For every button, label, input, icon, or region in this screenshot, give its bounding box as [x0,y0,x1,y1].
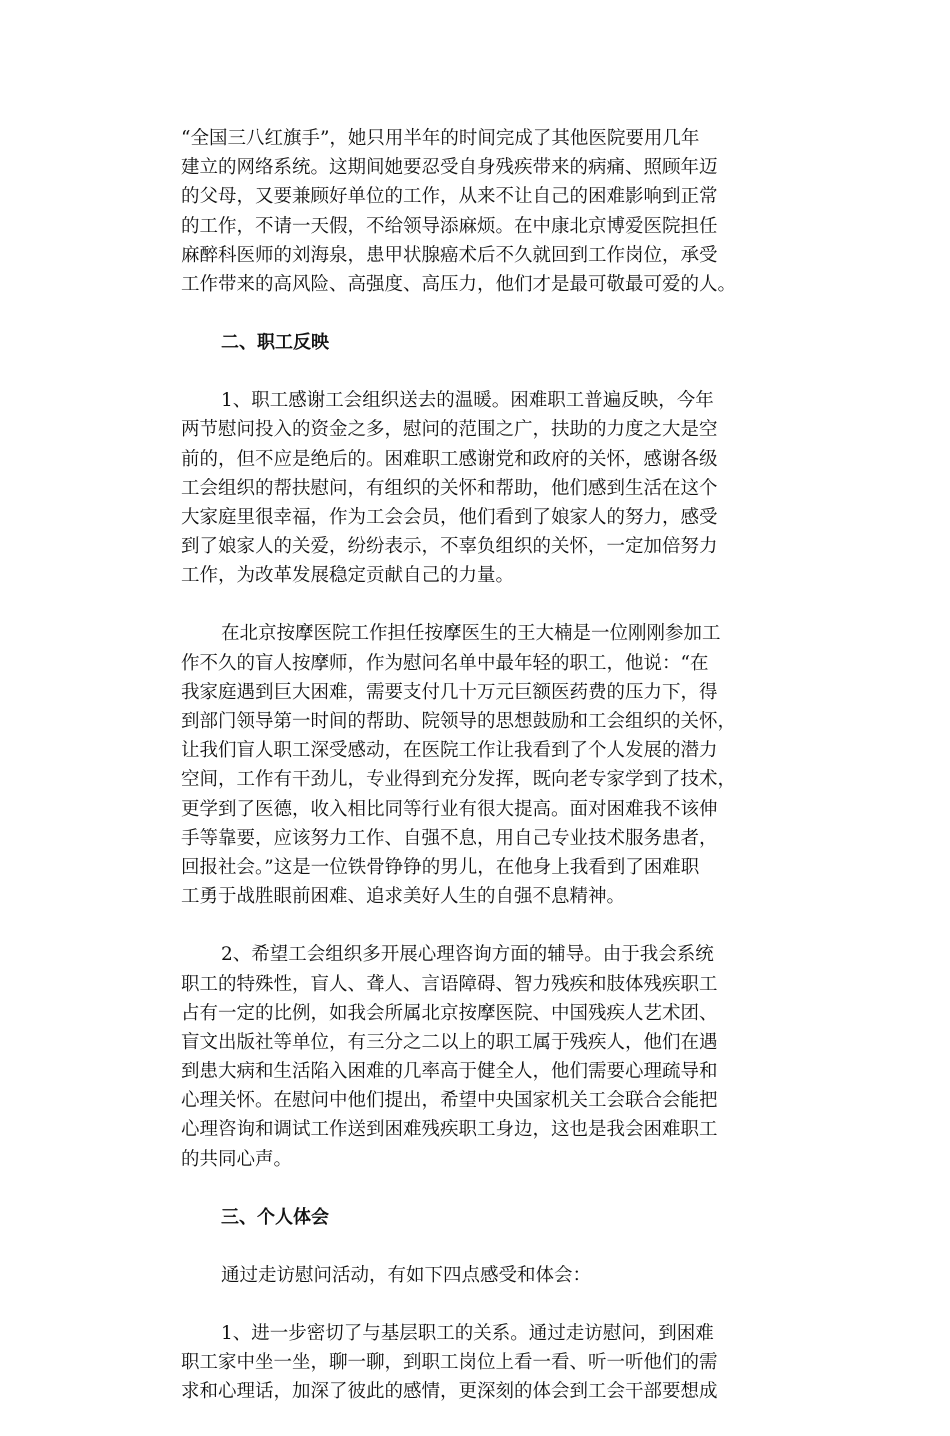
text-line: 的共同心声。 [181,1148,293,1170]
text-line: 到患大病和生活陷入困难的几率高于健全人，他们需要心理疏导和 [181,1061,718,1083]
paragraph [181,386,781,590]
text-line: 工会组织的帮扶慰问，有组织的关怀和帮助，他们感到生活在这个 [181,477,718,499]
text-line: 作不久的盲人按摩师，作为慰问名单中最年轻的职工，他说：“在 [181,652,709,674]
text-line: 的工作，不请一天假，不给领导添麻烦。在中康北京博爱医院担任 [181,215,718,237]
text-line: 两节慰问投入的资金之多，慰问的范围之广，扶助的力度之大是空 [181,419,718,441]
text-line: 职工的特殊性，盲人、聋人、言语障碍、智力残疾和肢体残疾职工 [181,973,718,995]
section-heading: 三、个人体会 [221,1206,329,1228]
text-line: 1、职工感谢工会组织送去的温暖。困难职工普遍反映，今年 [221,390,714,412]
text-line: 通过走访慰问活动，有如下四点感受和体会： [221,1264,592,1286]
text-line: 2、希望工会组织多开展心理咨询方面的辅导。由于我会系统 [221,944,714,966]
text-line: 麻醉科医师的刘海泉，患甲状腺癌术后不久就回到工作岗位，承受 [181,244,718,266]
text-line: 建立的网络系统。这期间她要忍受自身残疾带来的病痛、照顾年迈 [181,157,718,179]
text-line: 到部门领导第一时间的帮助、院领导的思想鼓励和工会组织的关怀， [181,711,737,732]
text-line: 职工家中坐一坐，聊一聊，到职工岗位上看一看、听一听他们的需 [181,1352,718,1374]
text-line: 盲文出版社等单位，有三分之二以上的职工属于残疾人，他们在遇 [181,1031,718,1053]
text-line: 占有一定的比例，如我会所属北京按摩医院、中国残疾人艺术团、 [181,1002,718,1024]
text-line: “全国三八红旗手”，她只用半年的时间完成了其他医院要用几年 [181,128,700,149]
text-line: 到了娘家人的关爱，纷纷表示，不辜负组织的关怀，一定加倍努力 [181,536,718,558]
document-page [181,124,781,1436]
paragraph [181,940,781,1174]
text-line: 回报社会。”这是一位铁骨铮铮的男儿，在他身上我看到了困难职 [181,856,700,878]
section-heading: 二、职工反映 [221,332,329,354]
text-line: 我家庭遇到巨大困难，需要支付几十万元巨额医药费的压力下，得 [181,681,718,703]
text-line: 让我们盲人职工深受感动，在医院工作让我看到了个人发展的潜力 [181,740,718,762]
text-line: 在北京按摩医院工作担任按摩医生的王大楠是一位刚刚参加工 [221,623,721,645]
text-line: 的父母，又要兼顾好单位的工作，从来不让自己的困难影响到正常 [181,186,718,208]
text-line: 工作，为改革发展稳定贡献自己的力量。 [181,565,515,587]
paragraph [181,1261,781,1290]
text-line: 工作带来的高风险、高强度、高压力，他们才是最可敬最可爱的人。 [181,273,737,295]
paragraph [181,619,781,911]
text-line: 手等靠要，应该努力工作、自强不息，用自己专业技术服务患者， [181,827,718,849]
text-line: 心理咨询和调试工作送到困难残疾职工身边，这也是我会困难职工 [181,1119,718,1141]
text-line: 空间，工作有干劲儿，专业得到充分发挥，既向老专家学到了技术， [181,769,737,791]
paragraph [181,1319,781,1407]
text-line: 1、进一步密切了与基层职工的关系。通过走访慰问，到困难 [221,1323,714,1344]
text-line: 求和心理话，加深了彼此的感情，更深刻的体会到工会干部要想成 [181,1381,718,1403]
text-line: 前的，但不应是绝后的。困难职工感谢党和政府的关怀，感谢各级 [181,448,718,470]
paragraph [181,124,781,299]
text-line: 更学到了医德，收入相比同等行业有很大提高。面对困难我不该伸 [181,798,718,820]
text-line: 心理关怀。在慰问中他们提出，希望中央国家机关工会联合会能把 [181,1090,718,1112]
text-line: 工勇于战胜眼前困难、追求美好人生的自强不息精神。 [181,886,626,908]
text-line: 大家庭里很幸福，作为工会会员，他们看到了娘家人的努力，感受 [181,506,718,528]
